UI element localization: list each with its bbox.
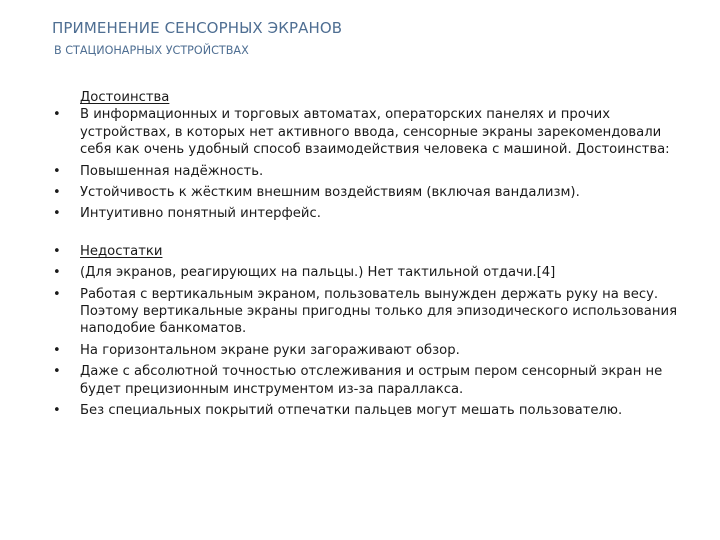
bullet-icon: • [53, 265, 61, 281]
group-spacer [52, 227, 692, 243]
list-item [52, 342, 692, 359]
disadvantages-list [52, 243, 692, 420]
bullet-icon: • [53, 342, 61, 358]
advantages-heading: Достоинства [80, 90, 170, 105]
list-item-text: Работая с вертикальным экраном, пользователь вынужден держать руку на весу. Поэтому вертикальные экраны пригодны только для эпизодического использования наподобие банкоматов. [80, 286, 677, 337]
bullet-icon: • [53, 243, 61, 259]
list-item-text: Повышенная надёжность. [80, 163, 264, 179]
bullet-icon: • [53, 206, 61, 222]
bullet-icon: • [53, 163, 61, 179]
list-item [52, 205, 692, 222]
disadvantages-heading: Недостатки [80, 243, 163, 259]
list-item [52, 264, 692, 281]
list-item-text: На горизонтальном экране руки загораживают обзор. [80, 342, 460, 358]
list-item-text: Без специальных покрытий отпечатки пальцев могут мешать пользователю. [80, 403, 623, 419]
slide-content [52, 89, 692, 423]
bullet-icon: • [53, 403, 61, 419]
list-item [52, 286, 692, 338]
list-item [52, 184, 692, 201]
bullet-icon: • [53, 185, 61, 201]
list-item-text: В информационных и торговых автоматах, операторских панелях и прочих устройствах, в которых нет активного ввода, сенсорные экраны зарекомендовали себя как очень удобный способ взаимодействия человека с машиной. Достоинства: [80, 107, 670, 158]
list-item [52, 402, 692, 419]
bullet-icon: • [53, 364, 61, 380]
slide-title: ПРИМЕНЕНИЕ СЕНСОРНЫХ ЭКРАНОВ [52, 19, 343, 37]
list-item [52, 363, 692, 398]
bullet-icon: • [53, 107, 61, 123]
advantages-heading-row [52, 89, 692, 106]
list-item-text: Устойчивость к жёстким внешним воздействиям (включая вандализм). [80, 185, 580, 201]
list-item [52, 163, 692, 180]
list-item-text: (Для экранов, реагирующих на пальцы.) Нет тактильной отдачи.[4] [80, 265, 556, 281]
list-item [52, 106, 692, 158]
list-item [52, 243, 692, 260]
list-item-text: Даже с абсолютной точностью отслеживания и острым пером сенсорный экран не будет прецизионным инструментом из-за параллакса. [80, 364, 663, 397]
list-item-text: Интуитивно понятный интерфейс. [80, 206, 321, 222]
slide-subtitle: В СТАЦИОНАРНЫХ УСТРОЙСТВАХ [54, 44, 249, 57]
bullet-icon: • [53, 286, 61, 302]
advantages-list [52, 106, 692, 222]
